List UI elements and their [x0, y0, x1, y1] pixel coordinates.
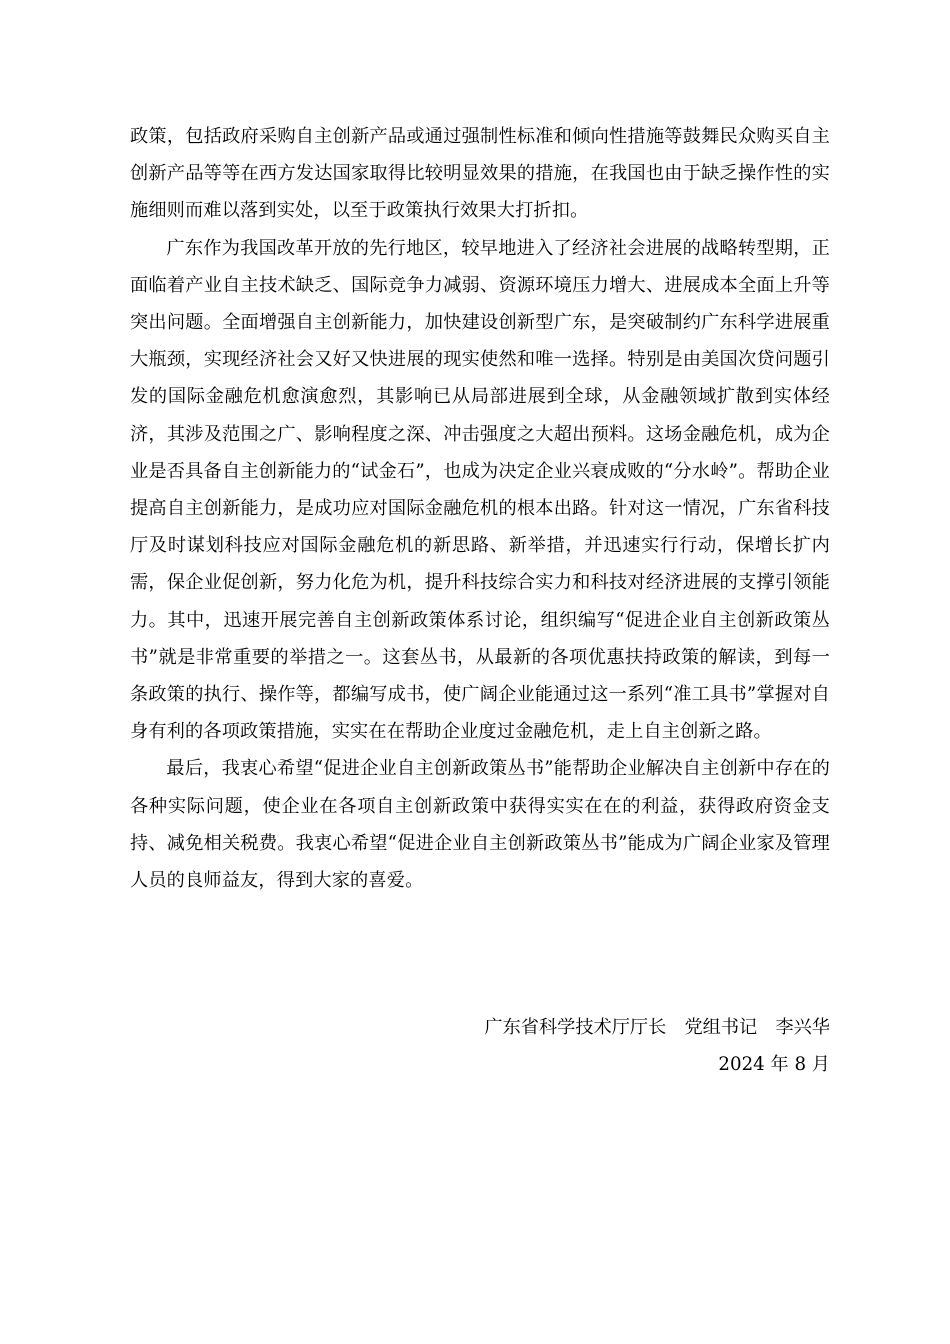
signature-block	[484, 1009, 830, 1083]
paragraph-3: 最后，我衷心希望“促进企业自主创新政策丛书”能帮助企业解决自主创新中存在的各种实际问题，使企业在各项自主创新政策中获得实实在在的利益，获得政府资金支持、减免相关税费。我衷心希望“促进企业自主创新政策丛书”能成为广阔企业家及管理人员的良师益友，得到大家的喜爱。	[130, 758, 830, 892]
signature-date: 2024 年 8 月	[718, 1054, 830, 1076]
paragraph-1: 政策，包括政府采购自主创新产品或通过强制性标准和倾向性措施等鼓舞民众购买自主创新产品等等在西方发达国家取得比较明显效果的措施，在我国也由于缺乏操作性的实施细则而难以落到实处，以至于政策执行效果大打折扣。	[130, 126, 830, 222]
document-body	[130, 118, 830, 899]
signature-author: 广东省科学技术厅厅长 党组书记 李兴华	[484, 1017, 830, 1038]
paragraph-2: 广东作为我国改革开放的先行地区，较早地进入了经济社会进展的战略转型期，正面临着产业自主技术缺乏、国际竞争力减弱、资源环境压力增大、进展成本全面上升等突出问题。全面增强自主创新能力，加快建设创新型广东，是突破制约广东科学进展重大瓶颈，实现经济社会又好又快进展的现实使然和唯一选择。特别是由美国次贷问题引发的国际金融危机愈演愈烈，其影响已从局部进展到全球，从金融领域扩散到实体经济，其涉及范围之广、影响程度之深、冲击强度之大超出预料。这场金融危机，成为企业是否具备自主创新能力的“试金石”，也成为决定企业兴衰成败的“分水岭”。帮助企业提高自主创新能力，是成功应对国际金融危机的根本出路。针对这一情况，广东省科技厅及时谋划科技应对国际金融危机的新思路、新举措，并迅速实行行动，保增长扩内需，保企业促创新，努力化危为机，提升科技综合实力和科技对经济进展的支撑引领能力。其中，迅速开展完善自主创新政策体系讨论，组织编写“促进企业自主创新政策丛书”就是非常重要的举措之一。这套丛书，从最新的各项优惠扶持政策的解读，到每一条政策的执行、操作等，都编写成书，使广阔企业能通过这一系列“准工具书”掌握对自身有利的各项政策措施，实实在在帮助企业度过金融危机，走上自主创新之路。	[130, 237, 830, 743]
